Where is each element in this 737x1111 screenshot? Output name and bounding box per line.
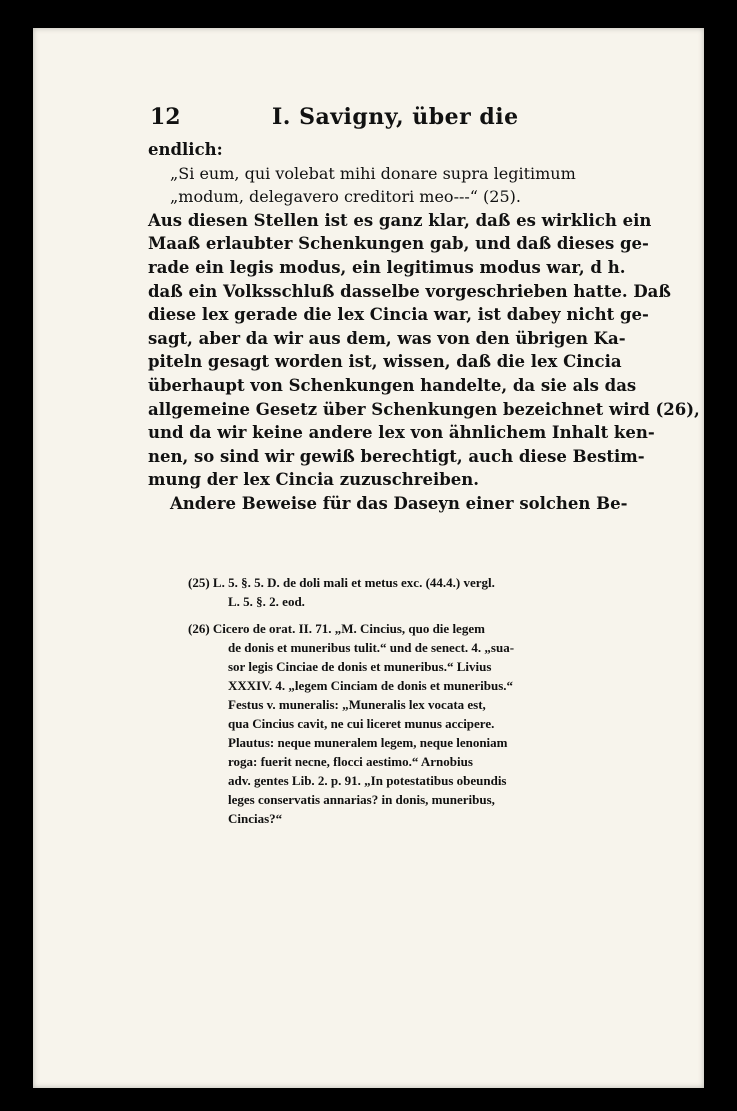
quote-line: „modum, delegavero creditori meo---“ (25). bbox=[170, 187, 521, 207]
footnote-line: Cincias?“ bbox=[228, 811, 283, 826]
footnote-line: roga: fuerit necne, flocci aestimo.“ Arnobius bbox=[228, 754, 473, 769]
main-text bbox=[148, 138, 700, 516]
text-line: Andere Beweise für das Daseyn einer solchen Be- bbox=[170, 493, 628, 513]
text-line: piteln gesagt worden ist, wissen, daß die lex Cincia bbox=[148, 352, 622, 372]
footnote-line: sor legis Cinciae de donis et muneribus.“ Livius bbox=[228, 659, 492, 674]
footnote-line: adv. gentes Lib. 2. p. 91. „In potestatibus obeundis bbox=[228, 773, 507, 788]
text-line: allgemeine Gesetz über Schenkungen bezeichnet wird (26), bbox=[148, 399, 700, 419]
text-line: Aus diesen Stellen ist es ganz klar, daß es wirklich ein bbox=[148, 210, 652, 230]
footnote-line: (25) L. 5. §. 5. D. de doli mali et metus exc. (44.4.) vergl. bbox=[188, 575, 495, 590]
footnote-line: de donis et muneribus tulit.“ und de senect. 4. „sua- bbox=[228, 640, 515, 655]
text-line: nen, so sind wir gewiß berechtigt, auch diese Bestim- bbox=[148, 446, 645, 466]
text-line: sagt, aber da wir aus dem, was von den übrigen Ka- bbox=[148, 328, 626, 348]
footnote-line: XXXIV. 4. „legem Cinciam de donis et muneribus.“ bbox=[228, 678, 514, 693]
footnote-line: Festus v. muneralis: „Muneralis lex vocata est, bbox=[228, 697, 486, 712]
text-line: endlich: bbox=[148, 140, 223, 159]
footnote-line: (26) Cicero de orat. II. 71. „M. Cincius, quo die legem bbox=[188, 621, 485, 636]
footnote-line: leges conservatis annarias? in donis, muneribus, bbox=[228, 792, 495, 807]
text-line: überhaupt von Schenkungen handelte, da sie als das bbox=[148, 375, 637, 395]
text-line: Maaß erlaubter Schenkungen gab, und daß dieses ge- bbox=[148, 234, 649, 254]
footnote-line: Plautus: neque muneralem legem, neque lenoniam bbox=[228, 735, 508, 750]
footnote-26 bbox=[188, 619, 628, 828]
page-header bbox=[150, 104, 550, 134]
footnote-line: qua Cincius cavit, ne cui liceret munus accipere. bbox=[228, 716, 495, 731]
quote-line: „Si eum, qui volebat mihi donare supra legitimum bbox=[170, 163, 576, 183]
text-line: daß ein Volksschluß dasselbe vorgeschrieben hatte. Daß bbox=[148, 281, 671, 301]
text-line: diese lex gerade die lex Cincia war, ist dabey nicht ge- bbox=[148, 305, 649, 325]
text-line: und da wir keine andere lex von ähnlichem Inhalt ken- bbox=[148, 423, 655, 443]
footnotes bbox=[188, 573, 628, 836]
footnote-line: L. 5. §. 2. eod. bbox=[228, 594, 305, 609]
running-title: I. Savigny, über die bbox=[272, 104, 519, 130]
footnote-25 bbox=[188, 573, 628, 611]
page-number: 12 bbox=[150, 104, 181, 130]
text-line: mung der lex Cincia zuzuschreiben. bbox=[148, 470, 479, 490]
text-line: rade ein legis modus, ein legitimus modus war, d h. bbox=[148, 257, 626, 277]
